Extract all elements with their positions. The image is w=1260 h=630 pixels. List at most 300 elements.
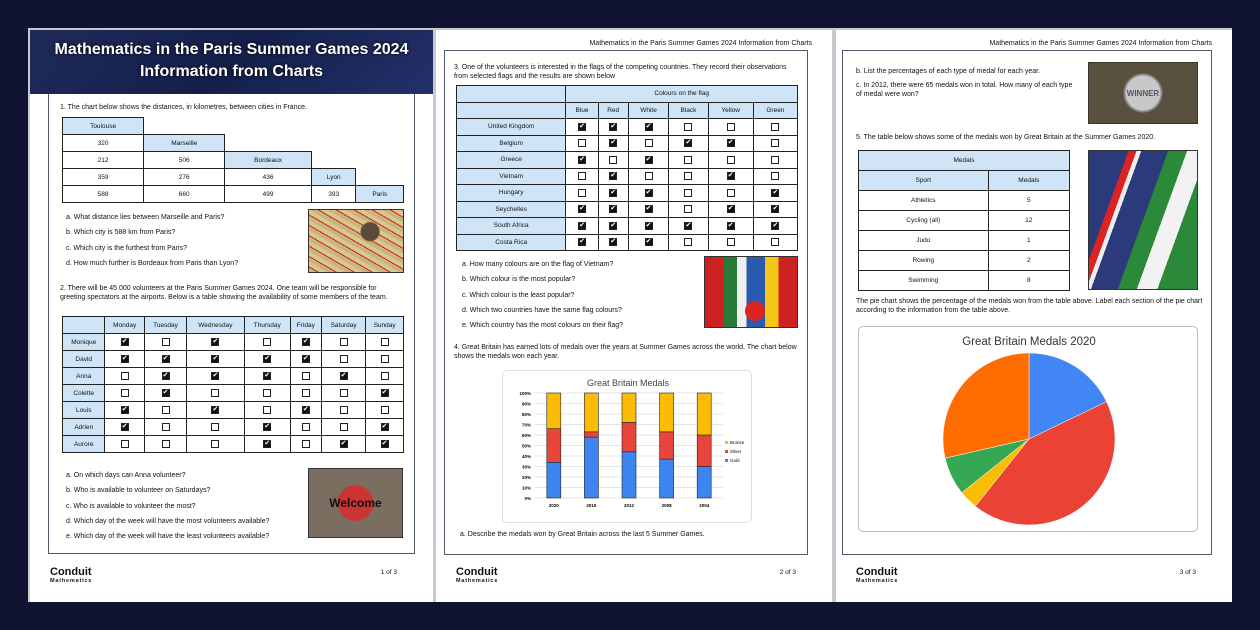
availability-cell (105, 436, 145, 453)
bar-gold-2008 (660, 459, 674, 498)
checkbox-checked: ✔ (264, 440, 271, 447)
checkbox-checked: ✔ (212, 338, 219, 345)
colour-cell (753, 168, 797, 185)
corner-cell (63, 317, 105, 334)
colour-cell (669, 218, 708, 235)
table-row (859, 271, 1070, 291)
availability-cell (321, 436, 365, 453)
availability-cell (187, 334, 245, 351)
checkbox-unchecked (727, 189, 735, 197)
checkbox-unchecked (211, 423, 219, 431)
checkbox-checked: ✔ (121, 355, 128, 362)
checkbox-unchecked (684, 189, 692, 197)
colour-cell (669, 234, 708, 251)
colour-cell (598, 234, 628, 251)
checkbox-unchecked (340, 406, 348, 414)
table-row (457, 168, 798, 185)
flags-image (704, 256, 798, 328)
question-c: c. Which city is the furthest from Paris? (66, 244, 187, 252)
checkbox-unchecked (162, 423, 170, 431)
checkbox-unchecked (684, 172, 692, 180)
table-row (63, 334, 404, 351)
colour-cell (598, 152, 628, 169)
country-name: South Africa (457, 218, 566, 235)
checkbox-unchecked (263, 389, 271, 397)
availability-cell (244, 402, 290, 419)
welcome-heart-image (308, 468, 403, 538)
colour-cell (566, 119, 598, 136)
question-a: a. How many colours are on the flag of Vietnam? (462, 261, 614, 268)
colour-cell (708, 218, 753, 235)
checkbox-checked: ✔ (727, 205, 734, 213)
title-line-1: Mathematics in the Paris Summer Games 2024 (54, 41, 409, 58)
day-header: Sunday (366, 317, 404, 334)
colour-cell (753, 201, 797, 218)
empty-cell (356, 135, 404, 152)
title-line-2: Information from Charts (139, 63, 324, 80)
table-row (63, 152, 404, 169)
checkbox-checked: ✔ (302, 338, 309, 345)
checkbox-unchecked (645, 172, 653, 180)
colour-cell (628, 218, 669, 235)
colour-cell (708, 234, 753, 251)
checkbox-checked: ✔ (212, 406, 219, 413)
bar-gold-2004 (697, 467, 711, 499)
availability-cell (105, 402, 145, 419)
bar-silver-2004 (697, 435, 711, 467)
question-d: d. Which day of the week will have the most volunteers available? (66, 517, 270, 525)
x-tick-label: 2008 (661, 503, 672, 508)
checkbox-checked: ✔ (264, 372, 271, 379)
checkbox-unchecked (771, 123, 779, 131)
checkbox-checked: ✔ (610, 188, 617, 196)
colour-cell (598, 168, 628, 185)
x-tick-label: 2016 (586, 503, 597, 508)
checkbox-checked: ✔ (645, 205, 652, 213)
checkbox-checked: ✔ (727, 172, 734, 180)
q4-intro: 4. Great Britain has earned lots of medals over the years at Summer Games across the world. The chart below shows the medals won each year. (454, 344, 797, 360)
question-c: c. Who is available to volunteer the most? (66, 502, 196, 510)
empty-cell (311, 135, 356, 152)
empty-cell (311, 152, 356, 169)
availability-cell (321, 402, 365, 419)
checkbox-checked: ✔ (162, 355, 169, 362)
question-e: e. Which day of the week will have the least volunteers available? (66, 533, 270, 541)
availability-cell (290, 385, 321, 402)
empty-cell (225, 118, 312, 135)
availability-cell (321, 419, 365, 436)
availability-cell (244, 385, 290, 402)
checkbox-checked: ✔ (645, 122, 652, 130)
availability-cell (244, 436, 290, 453)
table-row (859, 211, 1070, 231)
welcome-image-text: Welcome (329, 496, 382, 510)
logo-sub: Mathematics (856, 578, 899, 584)
chart-title: Great Britain Medals 2020 (962, 336, 1096, 348)
checkbox-unchecked (121, 440, 129, 448)
table-row (457, 135, 798, 152)
city-header: Paris (356, 186, 404, 203)
distance-table (62, 117, 404, 203)
conduit-logo (50, 566, 92, 584)
checkbox-checked: ✔ (381, 389, 388, 396)
colour-header: Red (598, 102, 628, 119)
availability-cell (105, 385, 145, 402)
q4-question-a: a. Describe the medals won by Great Britain across the last 5 Summer Games. (460, 531, 705, 538)
colour-cell (566, 201, 598, 218)
empty-cell (225, 135, 312, 152)
colour-cell (753, 234, 797, 251)
legend-swatch (725, 450, 728, 453)
colour-cell (598, 218, 628, 235)
empty-cell (356, 118, 404, 135)
checkbox-checked: ✔ (264, 423, 271, 430)
checkbox-checked: ✔ (381, 440, 388, 447)
colour-cell (753, 185, 797, 202)
colour-cell (708, 135, 753, 152)
empty-cell (144, 118, 225, 135)
checkbox-checked: ✔ (610, 139, 617, 147)
sport-name: Athletics (859, 191, 989, 211)
bar-silver-2008 (660, 432, 674, 459)
bar-bronze-2004 (697, 393, 711, 435)
colour-cell (708, 201, 753, 218)
page-2 (436, 30, 832, 602)
x-tick-label: 2004 (699, 503, 710, 508)
y-tick-label: 60% (521, 433, 531, 438)
checkbox-checked: ✔ (610, 122, 617, 130)
volunteer-table (62, 316, 404, 453)
medal-count: 5 (988, 191, 1069, 211)
colour-cell (598, 185, 628, 202)
team-gb-flag-image (1088, 150, 1198, 290)
question-a: a. What distance lies between Marseille and Paris? (66, 214, 225, 221)
checkbox-unchecked (771, 172, 779, 180)
checkbox-unchecked (302, 440, 310, 448)
flag-colours-table (456, 85, 798, 251)
table-header-row (63, 317, 404, 334)
country-name: Costa Rica (457, 234, 566, 251)
conduit-logo (856, 566, 898, 584)
colour-cell (628, 234, 669, 251)
distance-cell: 506 (144, 152, 225, 169)
checkbox-checked: ✔ (162, 389, 169, 396)
checkbox-checked: ✔ (685, 221, 692, 229)
checkbox-checked: ✔ (727, 139, 734, 147)
colour-cell (598, 119, 628, 136)
y-tick-label: 90% (521, 401, 531, 407)
conduit-logo (456, 566, 498, 584)
question-d: d. How much further is Bordeaux from Paris than Lyon? (66, 259, 239, 267)
availability-cell (321, 334, 365, 351)
y-tick-label: 80% (521, 412, 531, 417)
checkbox-unchecked (121, 389, 129, 397)
table-row (859, 251, 1070, 271)
winner-medal-image (1088, 62, 1198, 124)
table-header-row (457, 86, 798, 103)
medals-pie-chart (858, 326, 1198, 532)
table-row (63, 118, 404, 135)
colour-cell (566, 135, 598, 152)
checkbox-checked: ✔ (579, 122, 585, 130)
corner-cell (457, 86, 566, 103)
distance-cell: 359 (63, 169, 144, 186)
checkbox-checked: ✔ (340, 372, 347, 379)
checkbox-checked: ✔ (579, 221, 585, 229)
day-header: Monday (105, 317, 145, 334)
availability-cell (144, 419, 186, 436)
checkbox-checked: ✔ (727, 221, 734, 229)
colour-header: White (628, 102, 669, 119)
checkbox-checked: ✔ (772, 221, 779, 229)
table-row (63, 419, 404, 436)
country-name: Hungary (457, 185, 566, 202)
colour-cell (566, 218, 598, 235)
question-c: c. Which colour is the least popular? (462, 291, 575, 299)
medal-count: 12 (988, 211, 1069, 231)
checkbox-unchecked (771, 139, 779, 147)
logo-sub: Mathematics (50, 578, 93, 584)
availability-cell (187, 402, 245, 419)
page-number: 1 of 3 (380, 569, 397, 576)
table-row (859, 231, 1070, 251)
city-header: Bordeaux (225, 152, 312, 169)
colour-cell (753, 135, 797, 152)
table-header-row (859, 171, 1070, 191)
checkbox-unchecked (578, 139, 586, 147)
colour-cell (628, 168, 669, 185)
table-row (457, 185, 798, 202)
availability-cell (321, 385, 365, 402)
checkbox-unchecked (302, 389, 310, 397)
table-title: Medals (859, 151, 1070, 171)
checkbox-checked: ✔ (772, 188, 779, 196)
q4-question-c: c. In 2012, there were 65 medals won in total. How many of each type of medal were won? (856, 82, 1073, 98)
checkbox-unchecked (727, 156, 735, 164)
corner-cell (457, 102, 566, 119)
legend-label: Silver (730, 449, 742, 454)
checkbox-unchecked (381, 355, 389, 363)
table-row (457, 152, 798, 169)
question-b: b. Who is available to volunteer on Saturdays? (66, 487, 211, 495)
checkbox-checked: ✔ (645, 221, 652, 229)
availability-cell (144, 436, 186, 453)
person-name: Monique (63, 334, 105, 351)
distance-cell: 276 (144, 169, 225, 186)
bar-chart-svg (503, 371, 753, 524)
availability-cell (144, 368, 186, 385)
y-tick-label: 50% (521, 443, 531, 449)
table-row (63, 169, 404, 186)
availability-cell (187, 368, 245, 385)
y-tick-label: 10% (521, 485, 531, 491)
availability-cell (105, 334, 145, 351)
day-header: Tuesday (144, 317, 186, 334)
checkbox-unchecked (340, 423, 348, 431)
colour-cell (669, 152, 708, 169)
question-b: b. Which colour is the most popular? (462, 276, 576, 284)
y-tick-label: 30% (521, 464, 531, 470)
bar-bronze-2008 (660, 393, 674, 432)
person-name: David (63, 351, 105, 368)
table-header-row (457, 102, 798, 119)
colour-cell (598, 135, 628, 152)
title-banner (30, 30, 433, 94)
availability-cell (366, 402, 404, 419)
table-row (63, 351, 404, 368)
person-name: Aurore (63, 436, 105, 453)
group-header: Colours on the flag (566, 86, 798, 103)
logo-sub: Mathematics (456, 578, 499, 584)
checkbox-checked: ✔ (610, 172, 617, 180)
page-3 (836, 30, 1232, 602)
logo-brand: Conduit (856, 566, 898, 578)
bar-silver-2020 (547, 429, 561, 463)
bar-bronze-2012 (622, 393, 636, 422)
colour-cell (628, 119, 669, 136)
checkbox-unchecked (578, 172, 586, 180)
city-header: Toulouse (63, 118, 144, 135)
checkbox-unchecked (162, 406, 170, 414)
page-1 (30, 30, 433, 602)
bar-silver-2012 (622, 422, 636, 451)
question-e: e. Which country has the most colours on their flag? (462, 322, 624, 330)
medals-table (858, 150, 1070, 291)
availability-cell (244, 334, 290, 351)
table-row (63, 436, 404, 453)
x-tick-label: 2020 (548, 503, 559, 508)
checkbox-checked: ✔ (610, 221, 617, 229)
q3-intro: 3. One of the volunteers is interested in the flags of the competing countries. They record their observations from selected flags and the results are shown below (454, 64, 787, 80)
pie-instructions: The pie chart shows the percentage of the medals won from the table above. Label each section of the pie chart according to the information from the table above. (856, 298, 1203, 314)
table-row (457, 234, 798, 251)
colour-cell (628, 201, 669, 218)
q5-intro: 5. The table below shows some of the medals won by Great Britain at the Summer Games 2020. (856, 134, 1156, 141)
column-header: Medals (988, 171, 1069, 191)
availability-cell (105, 368, 145, 385)
legend-swatch (725, 441, 728, 444)
legend-label: Bronze (730, 440, 745, 445)
sport-name: Swimming (859, 271, 989, 291)
checkbox-unchecked (302, 372, 310, 380)
colour-cell (708, 185, 753, 202)
empty-cell (356, 169, 404, 186)
colour-cell (669, 201, 708, 218)
checkbox-unchecked (771, 156, 779, 164)
empty-cell (356, 152, 404, 169)
bar-bronze-2016 (584, 393, 598, 432)
y-tick-label: 70% (521, 422, 531, 428)
availability-cell (187, 351, 245, 368)
availability-cell (144, 385, 186, 402)
checkbox-unchecked (381, 406, 389, 414)
checkbox-unchecked (684, 238, 692, 246)
colour-header: Green (753, 102, 797, 119)
table-row (63, 186, 404, 203)
distance-cell: 499 (225, 186, 312, 203)
page-number: 2 of 3 (779, 569, 796, 576)
availability-cell (244, 419, 290, 436)
availability-cell (366, 385, 404, 402)
colour-cell (669, 119, 708, 136)
y-tick-label: 0% (524, 496, 531, 501)
availability-cell (366, 436, 404, 453)
city-header: Marseille (144, 135, 225, 152)
sport-name: Judo (859, 231, 989, 251)
medal-count: 1 (988, 231, 1069, 251)
colour-cell (669, 168, 708, 185)
checkbox-unchecked (263, 406, 271, 414)
checkbox-checked: ✔ (579, 238, 585, 246)
medal-count: 2 (988, 251, 1069, 271)
checkbox-unchecked (645, 139, 653, 147)
availability-cell (290, 368, 321, 385)
availability-cell (366, 419, 404, 436)
checkbox-checked: ✔ (610, 205, 617, 213)
availability-cell (244, 351, 290, 368)
checkbox-unchecked (162, 440, 170, 448)
checkbox-unchecked (340, 389, 348, 397)
legend-swatch (725, 459, 728, 462)
day-header: Wednesday (187, 317, 245, 334)
table-row (457, 119, 798, 136)
running-head: Mathematics in the Paris Summer Games 2024 Information from Charts (589, 40, 812, 47)
empty-cell (311, 118, 356, 135)
availability-cell (290, 351, 321, 368)
checkbox-checked: ✔ (579, 155, 585, 163)
colour-cell (753, 119, 797, 136)
bar-bronze-2020 (547, 393, 561, 429)
availability-cell (187, 385, 245, 402)
country-name: Belgium (457, 135, 566, 152)
logo-brand: Conduit (456, 566, 498, 578)
y-tick-label: 20% (521, 475, 531, 480)
checkbox-checked: ✔ (212, 372, 219, 379)
availability-cell (366, 368, 404, 385)
person-name: Louis (63, 402, 105, 419)
pie-chart-svg (859, 327, 1199, 533)
checkbox-unchecked (771, 238, 779, 246)
checkbox-checked: ✔ (340, 440, 347, 447)
checkbox-checked: ✔ (264, 355, 271, 362)
availability-cell (144, 334, 186, 351)
distance-cell: 320 (63, 135, 144, 152)
colour-cell (566, 185, 598, 202)
country-name: Greece (457, 152, 566, 169)
x-tick-label: 2012 (623, 503, 635, 508)
distance-cell: 212 (63, 152, 144, 169)
bar-gold-2012 (622, 452, 636, 498)
checkbox-checked: ✔ (645, 155, 652, 163)
checkbox-checked: ✔ (121, 423, 128, 430)
colour-cell (708, 168, 753, 185)
availability-cell (366, 334, 404, 351)
availability-cell (144, 351, 186, 368)
colour-cell (628, 185, 669, 202)
checkbox-unchecked (121, 372, 129, 380)
distance-cell: 436 (225, 169, 312, 186)
checkbox-unchecked (381, 372, 389, 380)
day-header: Friday (290, 317, 321, 334)
colour-header: Black (669, 102, 708, 119)
colour-cell (708, 119, 753, 136)
colour-header: Yellow (708, 102, 753, 119)
availability-cell (321, 368, 365, 385)
checkbox-unchecked (609, 156, 617, 164)
question-b: b. Which city is 588 km from Paris? (66, 229, 176, 237)
checkbox-unchecked (162, 338, 170, 346)
medal-count: 8 (988, 271, 1069, 291)
